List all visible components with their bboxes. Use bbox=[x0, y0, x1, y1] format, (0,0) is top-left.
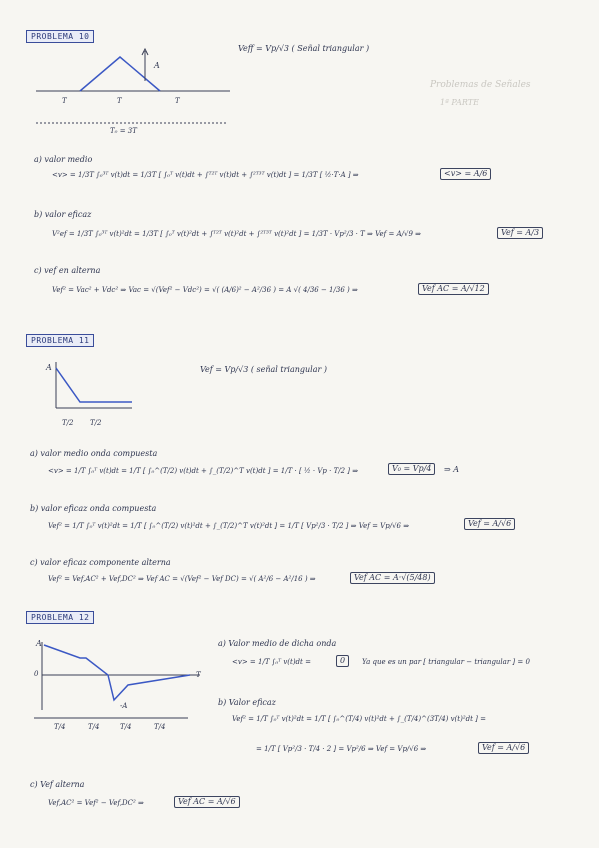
p10-c-label: c) vef en alterna bbox=[34, 266, 101, 275]
p11-b-equation: Vef² = 1/T ∫₀ᵀ v(t)²dt = 1/T [ ∫₀^(T/2) v(t)²dt + ∫_(T/2)^T v(t)²dt ] = 1/T [ Vp²/3 · T/2 ] ⇒ Vef = Vp/√6 ⇒ bbox=[48, 522, 410, 530]
bleed-through-header: Problemas de Señales bbox=[430, 80, 531, 90]
p10-veff-note: Veff = Vp/√3 ( Señal triangular ) bbox=[238, 44, 370, 53]
p11-veff-note: Vef = Vp/√3 ( señal triangular ) bbox=[200, 365, 327, 374]
p11-a-answer: V₀ = Vp/4 bbox=[388, 463, 435, 475]
p10-triangle-figure bbox=[30, 45, 250, 135]
p11-fig-t1-label: T/2 bbox=[62, 419, 74, 427]
p11-fig-amplitude-label: A bbox=[46, 363, 52, 372]
p11-a-label: a) valor medio onda compuesta bbox=[30, 449, 158, 458]
p11-b-label: b) valor eficaz onda compuesta bbox=[30, 504, 157, 513]
p12-b-equation-1: Vef² = 1/T ∫₀ᵀ v(t)²dt = 1/T [ ∫₀^(T/4) v(t)²dt + ∫_(T/4)^(3T/4) v(t)²dt ] = bbox=[232, 715, 486, 723]
p12-b-answer: Vef = A/√6 bbox=[478, 742, 529, 754]
p10-a-answer: <v> = A/6 bbox=[440, 168, 491, 180]
p11-a-tail: ⇒ A bbox=[444, 465, 460, 474]
p12-b-label: b) Valor eficaz bbox=[218, 698, 276, 707]
p10-b-equation: V²ef = 1/3T ∫₀³ᵀ v(t)²dt = 1/3T [ ∫₀ᵀ v(t)²dt + ∫ᵀ²ᵀ v(t)²dt + ∫²ᵀ³ᵀ v(t)²dt ] = 1/3T · Vp²/3 · T ⇒ Vef = A/√9 ⇒ bbox=[52, 230, 421, 238]
p10-fig-t1-label: T bbox=[62, 97, 67, 105]
problem-10-title: PROBLEMA 10 bbox=[26, 30, 94, 43]
p11-fig-t2-label: T/2 bbox=[90, 419, 102, 427]
p12-a-label: a) Valor medio de dicha onda bbox=[218, 639, 337, 648]
problem-11-title: PROBLEMA 11 bbox=[26, 334, 94, 347]
p10-fig-period-label: T₀ = 3T bbox=[110, 127, 137, 135]
p12-c-label: c) Vef alterna bbox=[30, 780, 85, 789]
p12-a-equation: <v> = 1/T ∫₀ᵀ v(t)dt = bbox=[232, 658, 311, 666]
p12-fig-neg-amplitude-label: -A bbox=[120, 702, 128, 710]
p11-b-answer: Vef = A/√6 bbox=[464, 518, 515, 530]
p12-c-equation: Vef,AC² = Vef² − Vef,DC² ⇒ bbox=[48, 799, 144, 807]
p12-fig-seg3-label: T/4 bbox=[120, 723, 132, 731]
p10-b-answer: Vef = A/3 bbox=[497, 227, 543, 239]
problem-12-title: PROBLEMA 12 bbox=[26, 611, 94, 624]
p12-a-answer: 0 bbox=[336, 655, 349, 667]
p10-c-equation: Vef² = Vac² + Vdc² ⇒ Vac = √(Vef² − Vdc²) = √( (A/6)² − A²/36 ) = A √( 4/36 − 1/36 ) ⇒ bbox=[52, 286, 358, 294]
p10-fig-t3-label: T bbox=[175, 97, 180, 105]
p12-fig-seg2-label: T/4 bbox=[88, 723, 100, 731]
p10-a-equation: <v> = 1/3T ∫₀³ᵀ v(t)dt = 1/3T [ ∫₀ᵀ v(t)dt + ∫ᵀ²ᵀ v(t)dt + ∫²ᵀ³ᵀ v(t)dt ] = 1/3T [ ½·T·A ] ⇒ bbox=[52, 171, 359, 179]
p12-b-equation-2: = 1/T [ Vp²/3 · T/4 · 2 ] = Vp²/6 ⇒ Vef = Vp/√6 ⇒ bbox=[256, 745, 427, 753]
p10-fig-amplitude-label: A bbox=[154, 61, 160, 70]
p11-c-answer: Vef AC = A·√(5/48) bbox=[350, 572, 435, 584]
p10-c-answer: Vef AC = A/√12 bbox=[418, 283, 489, 295]
p10-b-label: b) valor eficaz bbox=[34, 210, 92, 219]
p12-fig-zero-label: 0 bbox=[34, 670, 39, 678]
p12-fig-period-label: T bbox=[196, 671, 201, 679]
p10-a-label: a) valor medio bbox=[34, 155, 93, 164]
p12-fig-seg4-label: T/4 bbox=[154, 723, 166, 731]
bleed-through-sub: 1ª PARTE bbox=[440, 98, 479, 107]
p11-a-equation: <v> = 1/T ∫₀ᵀ v(t)dt = 1/T [ ∫₀^(T/2) v(t)dt + ∫_(T/2)^T v(t)dt ] = 1/T · [ ½ · Vp · T/2 ] ⇒ bbox=[48, 467, 359, 475]
p12-c-answer: Vef AC = A/√6 bbox=[174, 796, 240, 808]
p10-fig-t2-label: T bbox=[117, 97, 122, 105]
p11-c-equation: Vef² = Vef,AC² + Vef,DC² ⇒ Vef AC = √(Vef² − Vef DC) = √( A²/6 − A²/16 ) ⇒ bbox=[48, 575, 316, 583]
p12-fig-seg1-label: T/4 bbox=[54, 723, 66, 731]
p11-c-label: c) valor eficaz componente alterna bbox=[30, 558, 171, 567]
p12-fig-amplitude-label: A bbox=[36, 639, 42, 648]
p11-sawtooth-figure bbox=[42, 360, 162, 420]
p12-a-note: Ya que es un par [ triangular − triangular ] = 0 bbox=[362, 658, 530, 666]
